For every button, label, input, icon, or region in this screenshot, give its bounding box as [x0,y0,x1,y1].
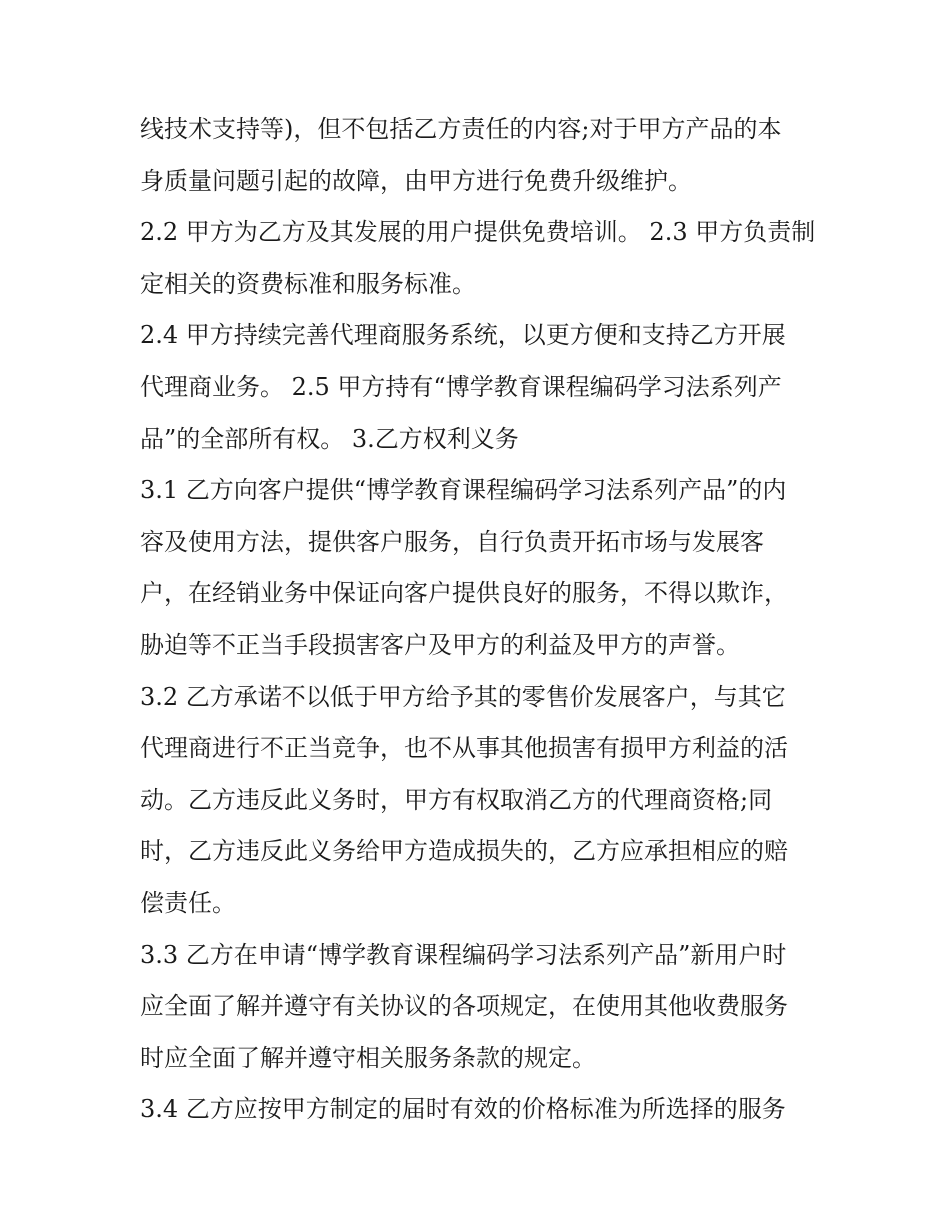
text-line-12: 3.2 乙方承诺不以低于甲方给予其的零售价发展客户，与其它 [140,682,786,711]
text-line-17: 3.3 乙方在申请“博学教育课程编码学习法系列产品”新用户时 [140,940,787,969]
text-line-8: 3.1 乙方向客户提供“博学教育课程编码学习法系列产品”的内 [140,476,787,505]
text-line-9: 容及使用方法，提供客户服务，自行负责开拓市场与发展客 [140,527,764,556]
document-body [140,104,830,1136]
text-line-15: 时，乙方违反此义务给甲方造成损失的，乙方应承担相应的赔 [140,837,788,866]
text-line-3: 2.2 甲方为乙方及其发展的用户提供免费培训。 2.3 甲方负责制 [140,218,816,247]
text-line-1: 线技术支持等)，但不包括乙方责任的内容;对于甲方产品的本 [140,115,782,143]
text-line-13: 代理商进行不正当竞争，也不从事其他损害有损甲方利益的活 [140,734,788,763]
text-line-7: 品”的全部所有权。 3.乙方权利义务 [140,424,519,453]
text-line-16: 偿责任。 [140,888,236,917]
text-line-11: 胁迫等不正当手段损害客户及甲方的利益及甲方的声誉。 [140,630,740,659]
text-line-20: 3.4 乙方应按甲方制定的届时有效的价格标准为所选择的服务 [140,1095,786,1124]
text-line-6: 代理商业务。 2.5 甲方持有“博学教育课程编码学习法系列产 [140,372,782,401]
text-line-5: 2.4 甲方持续完善代理商服务系统，以更方便和支持乙方开展 [140,321,786,350]
text-line-2: 身质量问题引起的故障，由甲方进行免费升级维护。 [140,166,692,195]
text-line-14: 动。乙方违反此义务时，甲方有权取消乙方的代理商资格;同 [140,785,773,814]
text-line-19: 时应全面了解并遵守相关服务条款的规定。 [140,1043,596,1072]
text-line-10: 户，在经销业务中保证向客户提供良好的服务，不得以欺诈， [140,579,788,608]
text-line-4: 定相关的资费标准和服务标准。 [140,269,476,298]
text-line-18: 应全面了解并遵守有关协议的各项规定，在使用其他收费服务 [140,992,788,1021]
